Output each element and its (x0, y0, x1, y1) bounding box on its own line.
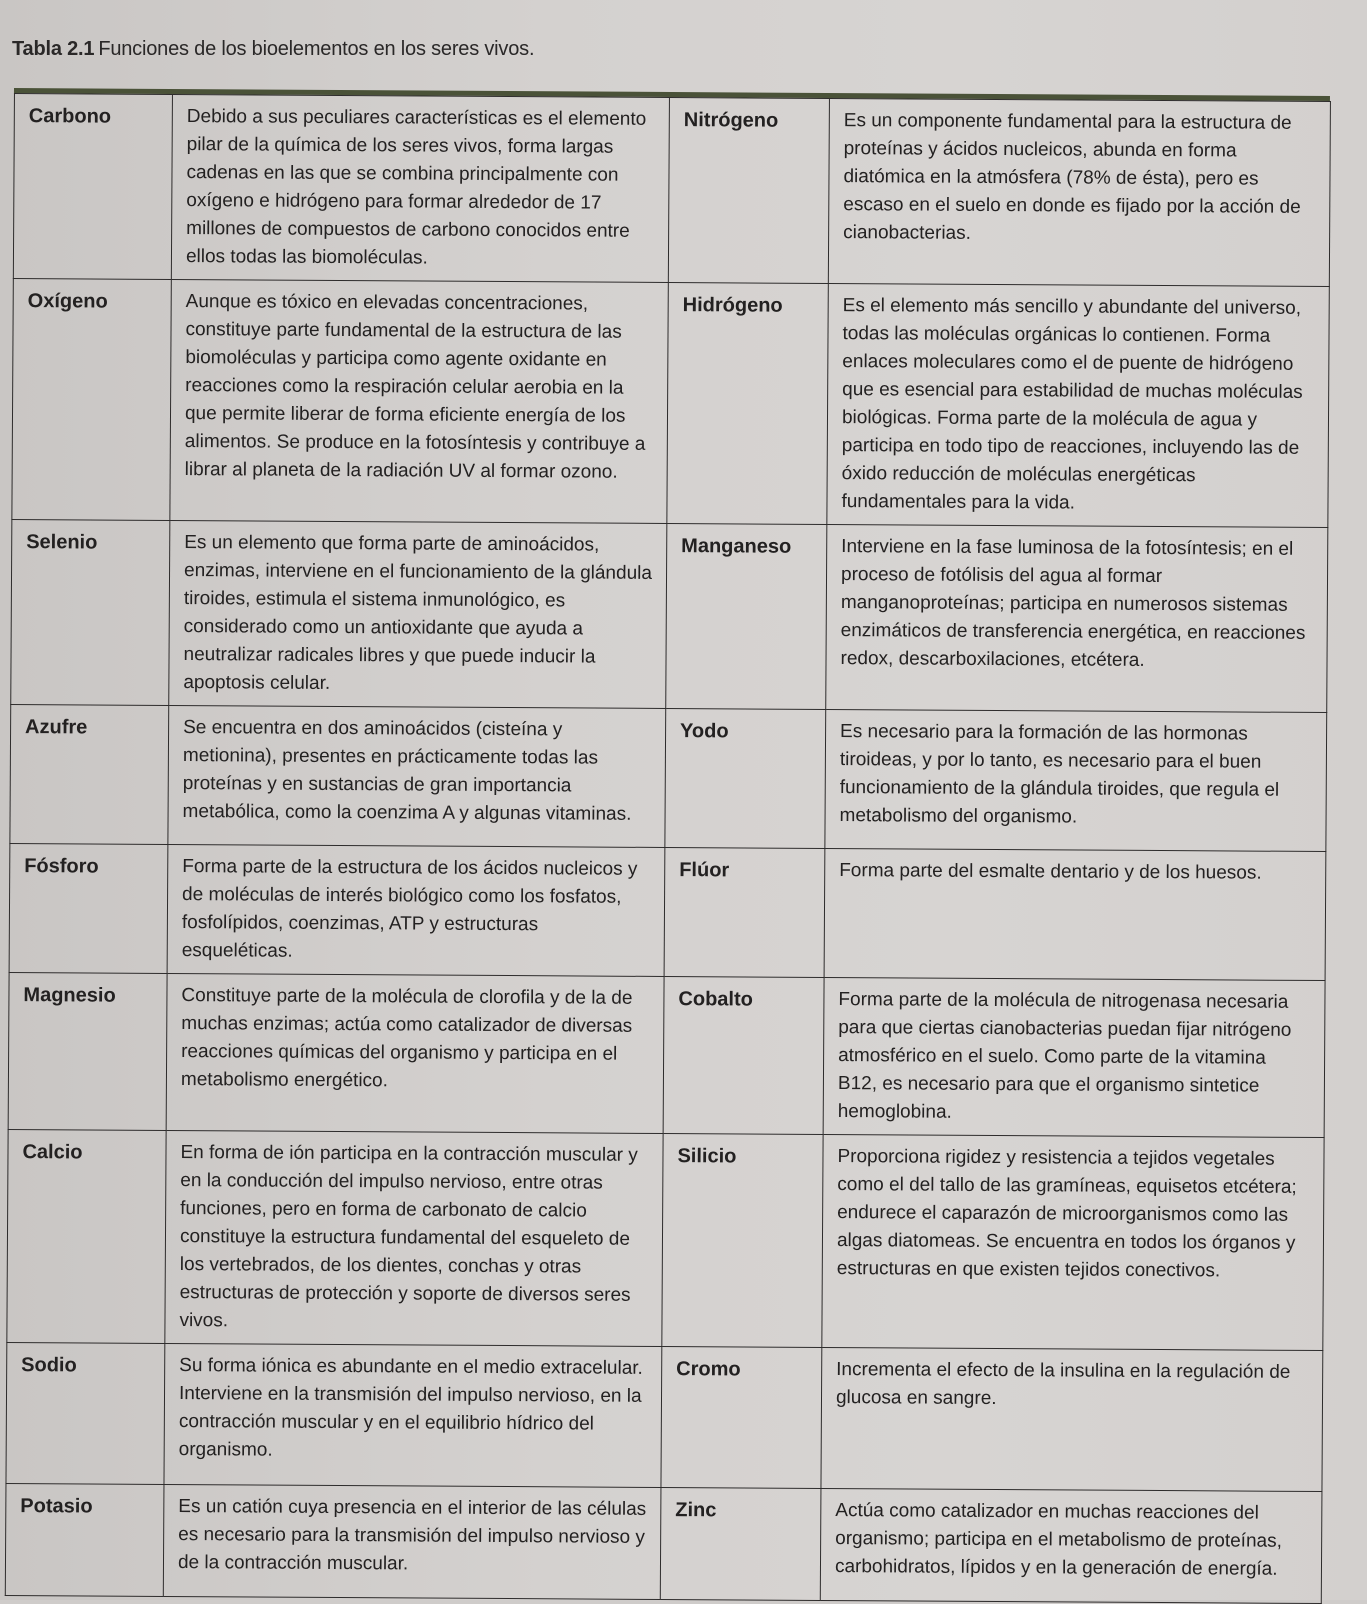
table-row (10, 704, 1327, 851)
element-name: Silicio (662, 1133, 823, 1347)
element-name: Potasio (5, 1483, 164, 1596)
element-description: Es un elemento que forma parte de aminoácidos, enzimas, interviene en el funcionamiento de la glándula tiroides, estimula el sistema inmunológico, es considerado como un antioxidante que ayuda a neutralizar radicales libres y que puede inducir la apoptosis celular. (169, 520, 667, 708)
element-description: Forma parte del esmalte dentario y de los huesos. (824, 848, 1326, 980)
element-name: Nitrógeno (668, 98, 829, 284)
element-description: Proporciona rigidez y resistencia a tejidos vegetales como el del tallo de las gramíneas, equisetos etcétera; endurece el caparazón de microorganismos como las algas diatomeas. Se encuentra en todos los órganos y estructuras en que existen tejidos conectivos. (822, 1134, 1324, 1350)
element-description: Es el elemento más sencillo y abundante del universo, todas las moléculas orgánicas lo contienen. Forma enlaces moleculares como el de puente de hidrógeno que es esencial para estabilidad de muchas moléculas biológicas. Forma parte de la molécula de agua y participa en todo tipo de reacciones, incluyendo las de óxido reducción de moléculas energéticas fundamentales para la vida. (827, 283, 1329, 527)
element-name: Hidrógeno (667, 283, 828, 525)
element-name: Flúor (664, 847, 825, 977)
element-name: Sodio (6, 1342, 165, 1484)
table-caption (12, 38, 534, 61)
element-description: Aunque es tóxico en elevadas concentraciones, constituye parte fundamental de la estructura de las biomoléculas y participa como agente oxidante en reacciones como la respiración celular aerobia en la que permite liberar de forma eficiente energía de los alimentos. Se produce en la fotosíntesis y contribuye a librar al planeta de la radiación UV al formar ozono. (170, 279, 668, 523)
table-row (12, 278, 1329, 527)
element-description: Actúa como catalizador en muchas reacciones del organismo; participa en el metabolismo de proteínas, carbohidratos, lípidos y en la generación de energía. (820, 1488, 1322, 1603)
table-row (9, 843, 1326, 980)
element-description: En forma de ión participa en la contracción muscular y en la conducción del impulso nervioso, entre otras funciones, pero en forma de carbonato de calcio constituye la estructura fundamental del esqueleto de los vertebrados, de los dientes, conchas y otras estructuras de protección y soporte de diversos seres vivos. (165, 1130, 663, 1346)
table-row (6, 1342, 1323, 1491)
caption-label: Tabla 2.1 (12, 38, 95, 60)
element-description: Es un componente fundamental para la estructura de proteínas y ácidos nucleicos, abunda en forma diatómica en la atmósfera (78% de ésta), pero es escaso en el suelo en donde es fijado por la acción de cianobacterias. (828, 98, 1330, 286)
bioelements-grid (5, 93, 1331, 1604)
element-name: Selenio (11, 519, 170, 705)
element-description: Debido a sus peculiares características es el elemento pilar de la química de los seres vivos, forma largas cadenas en las que se combina principalmente con oxígeno e hidrógeno para formar alrededor de 17 millones de compuestos de carbono conocidos entre ellos todas las biomoléculas. (171, 94, 669, 282)
element-name: Yodo (665, 708, 826, 848)
element-name: Magnesio (8, 972, 167, 1130)
table-row (5, 1483, 1322, 1603)
element-description: Es un catión cuya presencia en el interior de las células es necesario para la transmisión del impulso nervioso y de la contracción muscular. (163, 1484, 661, 1599)
element-description: Constituye parte de la molécula de clorofila y de la de muchas enzimas; actúa como catalizador de diversas reacciones químicas del organismo y participa en el metabolismo energético. (166, 973, 664, 1133)
element-name: Calcio (7, 1129, 166, 1343)
table-row (7, 1129, 1324, 1350)
table-row (11, 519, 1328, 712)
element-name: Azufre (10, 704, 169, 844)
element-name: Oxígeno (12, 278, 171, 520)
element-description: Incrementa el efecto de la insulina en la regulación de glucosa en sangre. (821, 1347, 1323, 1491)
element-name: Fósforo (9, 843, 168, 973)
element-name: Cromo (661, 1346, 822, 1488)
element-description: Interviene en la fase luminosa de la fotosíntesis; en el proceso de fotólisis del agua al formar manganoproteínas; participa en numerosos sistemas enzimáticos de transferencia energética, en reacciones redox, descarboxilaciones, etcétera. (826, 524, 1328, 712)
table-row (8, 972, 1325, 1137)
element-name: Carbono (13, 94, 172, 280)
table-row (13, 94, 1330, 287)
element-description: Forma parte de la estructura de los ácidos nucleicos y de moléculas de interés biológico como los fosfatos, fosfolípidos, coenzimas, ATP y estructuras esqueléticas. (167, 844, 665, 976)
caption-title: Funciones de los bioelementos en los seres vivos. (98, 38, 535, 60)
element-name: Manganeso (666, 523, 827, 709)
element-description: Su forma iónica es abundante en el medio extracelular. Interviene en la transmisión del impulso nervioso, en la contracción muscular y en el equilibrio hídrico del organismo. (164, 1343, 662, 1487)
element-name: Cobalto (663, 976, 824, 1134)
element-description: Se encuentra en dos aminoácidos (cisteína y metionina), presentes en prácticamente todas las proteínas y en sustancias de gran importancia metabólica, como la coenzima A y algunas vitaminas. (168, 705, 666, 847)
element-name: Zinc (660, 1487, 821, 1600)
element-description: Forma parte de la molécula de nitrogenasa necesaria para que ciertas cianobacterias puedan fijar nitrógeno atmosférico en el suelo. Como parte de la vitamina B12, es necesario para que el organismo sintetice hemoglobina. (823, 977, 1325, 1137)
bioelements-table (5, 88, 1330, 1604)
element-description: Es necesario para la formación de las hormonas tiroideas, y por lo tanto, es necesario para el buen funcionamiento de la glándula tiroides, que regula el metabolismo del organismo. (825, 709, 1327, 851)
